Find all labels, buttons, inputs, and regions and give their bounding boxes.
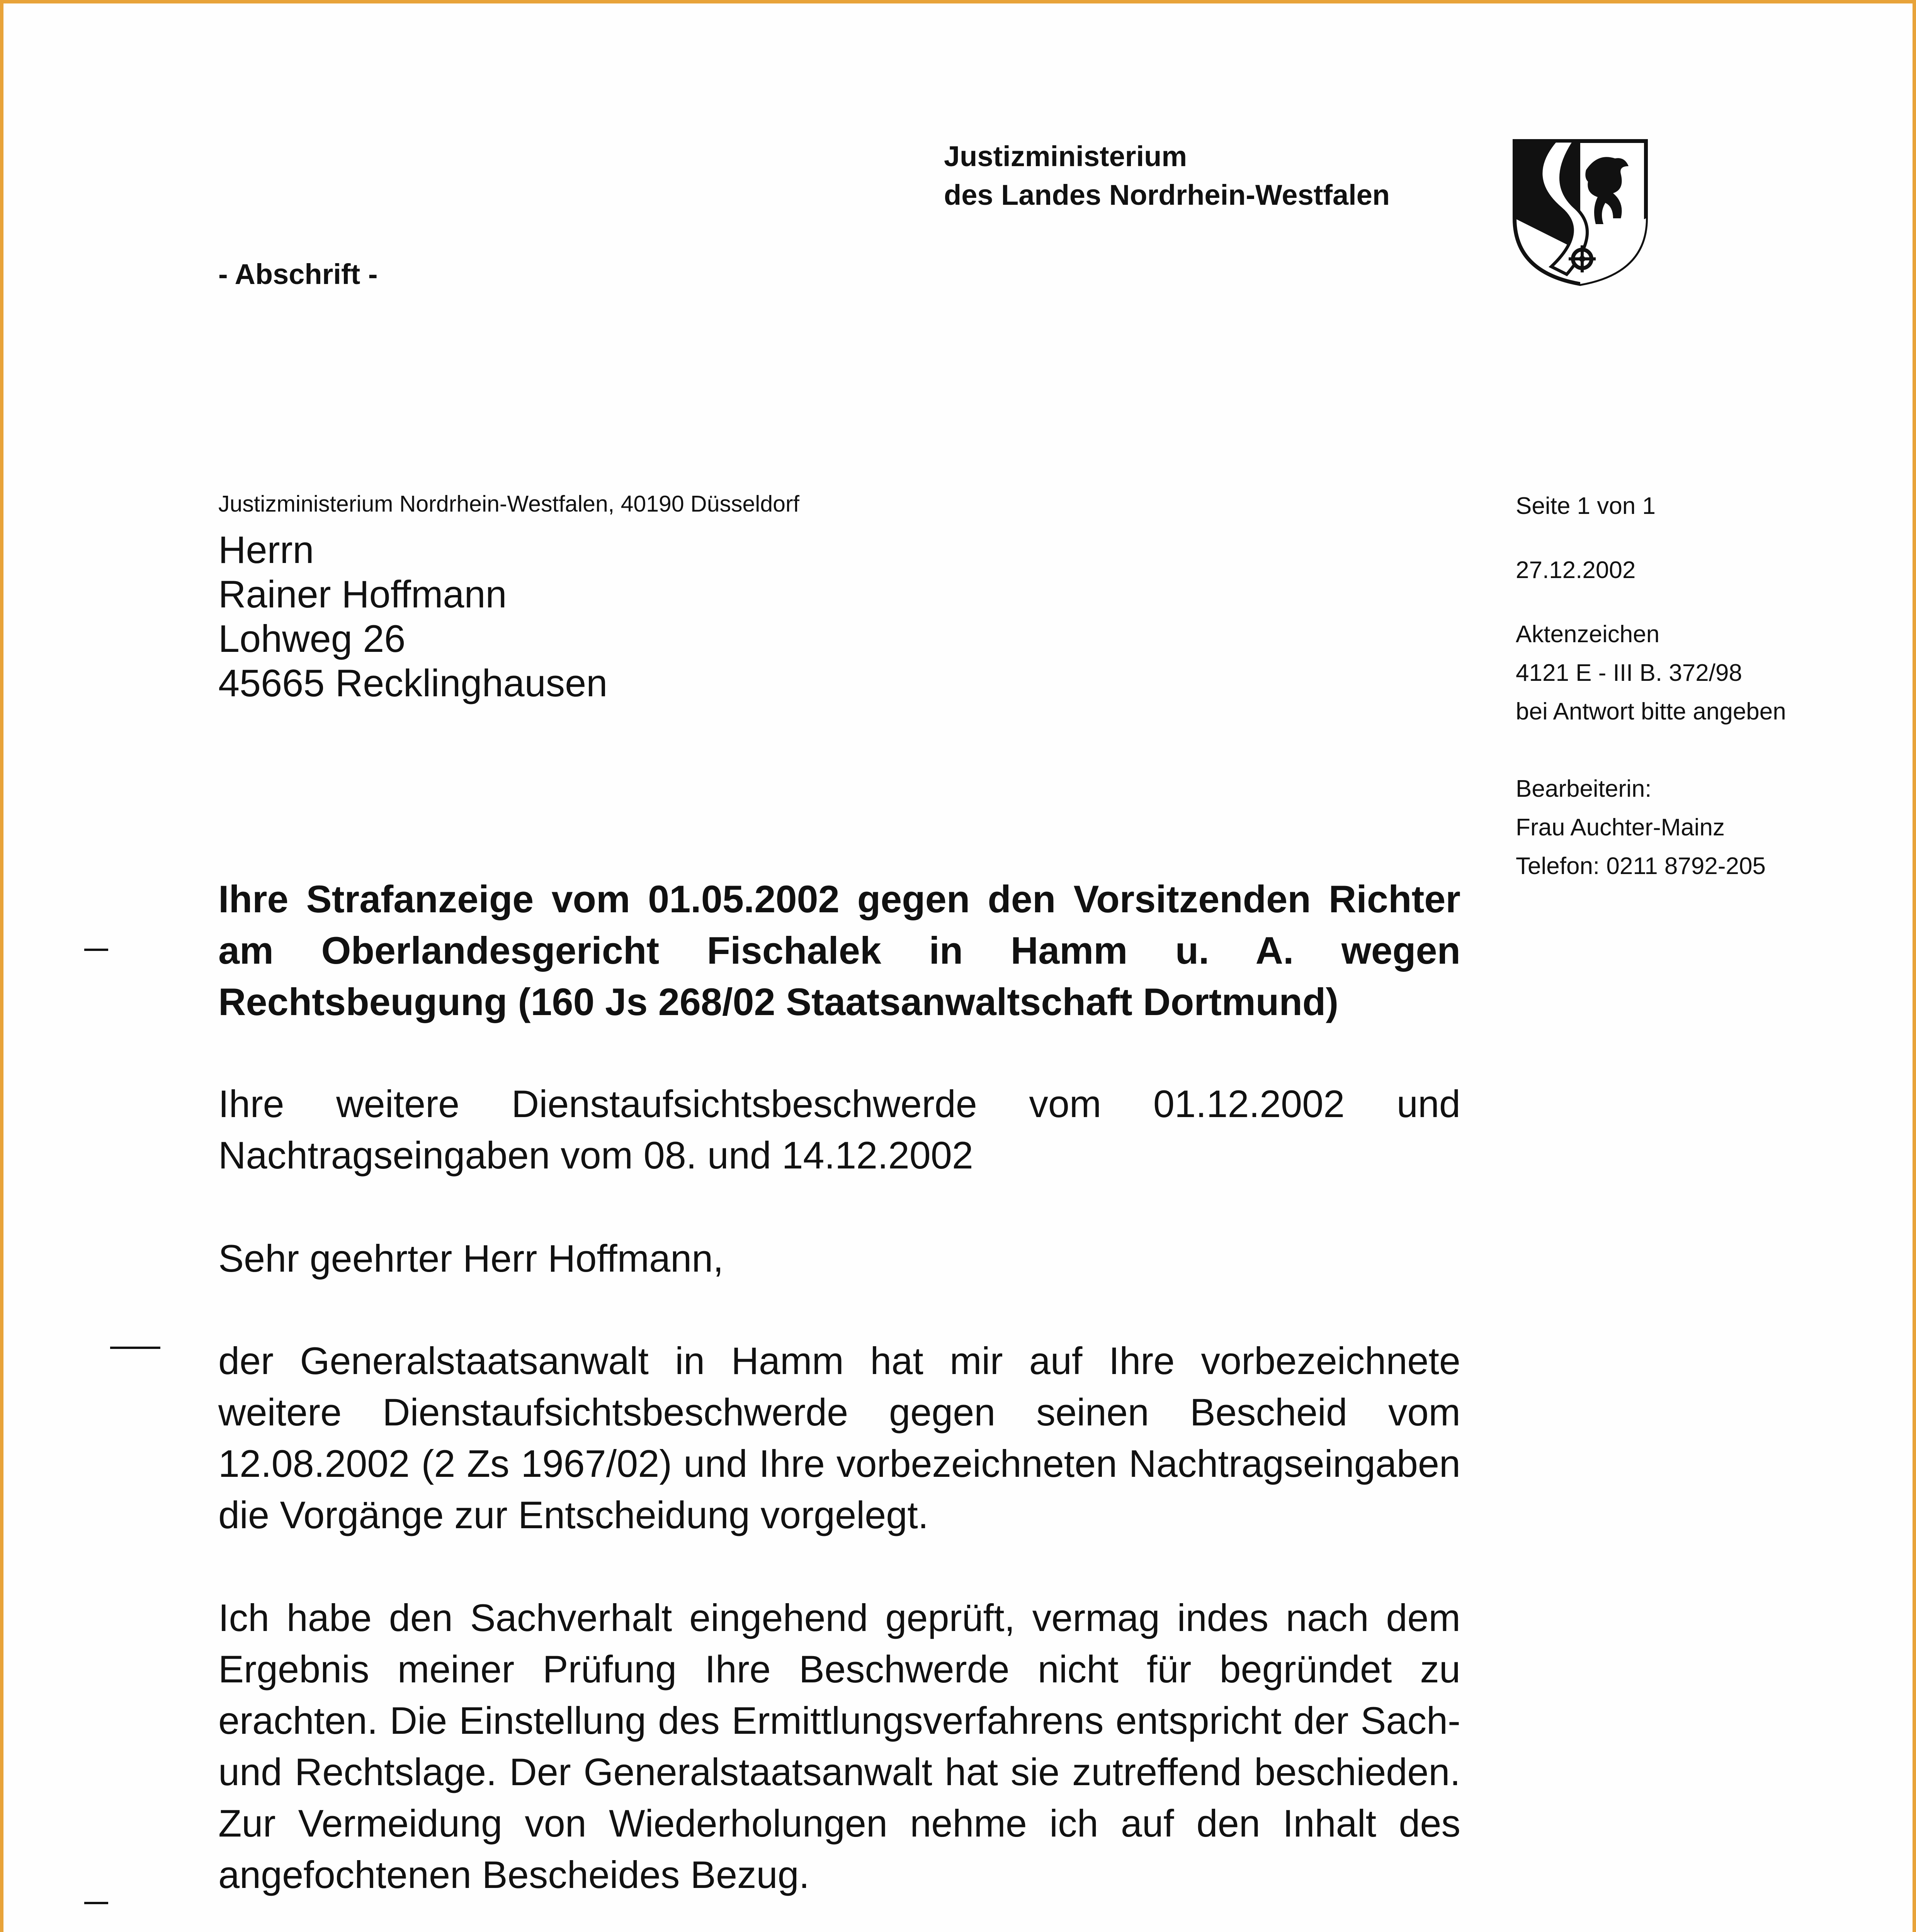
letter-greeting: Sehr geehrter Herr Hoffmann, (218, 1237, 724, 1280)
letter-reference: Ihre weitere Dienstaufsichtsbeschwerde vom 01.12.2002 und Nachtragseingaben vom 08. und 14.12.2002 (218, 1082, 1460, 1177)
recipient-address (218, 527, 607, 705)
recipient-name: Rainer Hoffmann (218, 573, 507, 616)
sender-return-address: Justizministerium Nordrhein-Westfalen, 40190 Düsseldorf (218, 491, 800, 517)
clerk-phone: Telefon: 0211 8792-205 (1516, 853, 1766, 879)
file-number-label: Aktenzeichen (1516, 621, 1660, 648)
ministry-line-1: Justizministerium (944, 140, 1187, 172)
ministry-line-2: des Landes Nordrhein-Westfalen (944, 179, 1390, 211)
info-sidebar (1516, 487, 1902, 886)
letter-paragraph-1: der Generalstaatsanwalt in Hamm hat mir auf Ihre vorbezeichnete weitere Dienstaufsichtsbeschwerde gegen seinen Bescheid vom 12.08.2002 (2 Zs 1967/02) und Ihre vorbezeichneten Nachtragseingaben die Vorgänge zur Entscheidung vorgelegt. (218, 1339, 1460, 1536)
letter-date: 27.12.2002 (1516, 557, 1636, 583)
clerk-label: Bearbeiterin: (1516, 776, 1652, 802)
clerk-name: Frau Auchter-Mainz (1516, 814, 1725, 841)
letter-subject: Ihre Strafanzeige vom 01.05.2002 gegen den Vorsitzenden Richter am Oberlandesgericht Fischalek in Hamm u. A. wegen Rechtsbeugung (160 Js 268/02 Staatsanwaltschaft Dortmund) (218, 878, 1460, 1023)
copy-mark: - Abschrift - (218, 258, 378, 290)
letter-paragraph-2: Ich habe den Sachverhalt eingehend geprüft, vermag indes nach dem Ergebnis meiner Prüfung Ihre Beschwerde nicht für begründet zu erachten. Die Einstellung des Ermittlungsverfahrens entspricht der Sach- und Rechtslage. Der Generalstaatsanwalt hat sie zutreffend beschieden. Zur Vermeidung von Wiederholungen nehme ich auf den Inhalt des angefochtenen Bescheides Bezug. (218, 1596, 1460, 1896)
file-number: 4121 E - III B. 372/98 (1516, 660, 1742, 686)
ministry-heading (944, 137, 1485, 214)
punch-mark (110, 1347, 160, 1349)
recipient-street: Lohweg 26 (218, 617, 406, 660)
fold-mark-bottom (84, 1902, 108, 1904)
nrw-coat-of-arms-icon (1509, 135, 1652, 286)
file-number-note: bei Antwort bitte angeben (1516, 698, 1786, 725)
recipient-salutation: Herrn (218, 528, 314, 571)
fold-mark-top (84, 949, 108, 951)
recipient-city: 45665 Recklinghausen (218, 662, 608, 704)
page-number: Seite 1 von 1 (1516, 493, 1656, 519)
